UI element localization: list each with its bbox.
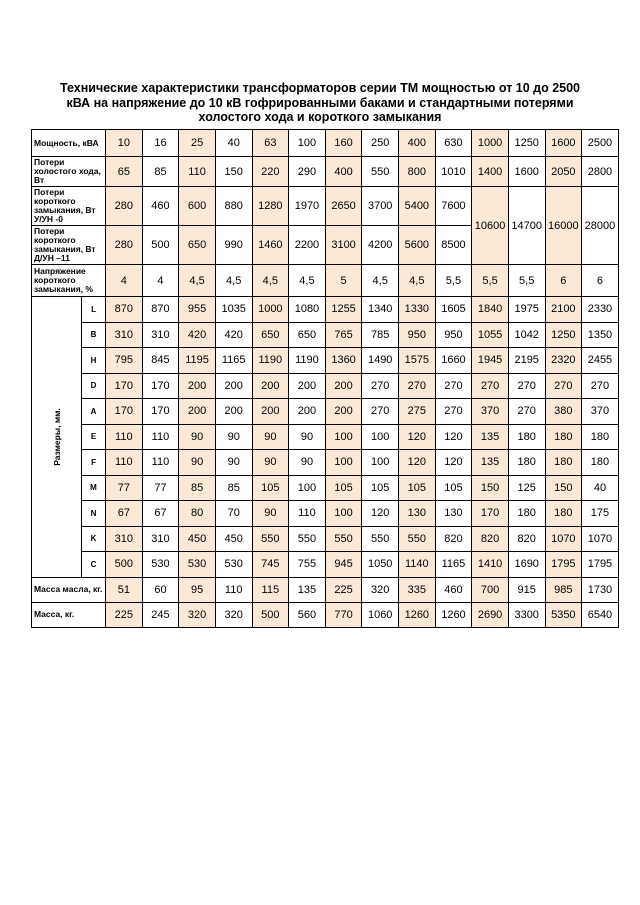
short-circuit-loss-dyn-cell: 8500	[435, 226, 472, 265]
dimension-cell: 2330	[582, 297, 619, 323]
noload-loss-cell: 2800	[582, 157, 619, 187]
dimension-cell: 550	[325, 526, 362, 552]
dimension-cell: 945	[325, 552, 362, 578]
table-row	[32, 602, 619, 627]
dimension-cell: 420	[179, 322, 216, 348]
short-circuit-voltage-cell: 4,5	[215, 265, 252, 297]
short-circuit-loss-shared-cell: 16000	[545, 187, 582, 265]
noload-loss-cell: 85	[142, 157, 179, 187]
dimension-cell: 170	[106, 373, 143, 399]
dimension-cell: 105	[252, 475, 289, 501]
title-line-3: холостого хода и короткого замыкания	[198, 110, 442, 124]
dimension-cell: 110	[142, 424, 179, 450]
noload-loss-cell: 2050	[545, 157, 582, 187]
dimension-cell: 77	[106, 475, 143, 501]
dimension-cell: 1350	[582, 322, 619, 348]
power-cell: 25	[179, 130, 216, 157]
table-row	[32, 187, 619, 226]
short-circuit-voltage-cell: 5,5	[472, 265, 509, 297]
dimension-cell: 270	[508, 399, 545, 425]
dimension-cell: 650	[289, 322, 326, 348]
dimension-cell: 310	[106, 322, 143, 348]
oil-mass-cell: 915	[508, 577, 545, 602]
dimension-cell: 530	[215, 552, 252, 578]
dimension-cell: 100	[362, 450, 399, 476]
dimension-cell: 105	[399, 475, 436, 501]
dimension-key: N	[82, 501, 106, 527]
table-row	[32, 552, 619, 578]
dimension-key: F	[82, 450, 106, 476]
short-circuit-loss-yyn-label: Потери короткого замыкания, Вт У/УН -0	[32, 187, 106, 226]
dimension-cell: 1000	[252, 297, 289, 323]
dimension-cell: 1070	[545, 526, 582, 552]
dimension-cell: 1575	[399, 348, 436, 374]
table-row	[32, 297, 619, 323]
dimension-key: D	[82, 373, 106, 399]
mass-cell: 500	[252, 602, 289, 627]
dimension-cell: 950	[435, 322, 472, 348]
oil-mass-cell: 460	[435, 577, 472, 602]
dimension-cell: 130	[435, 501, 472, 527]
dimension-cell: 270	[472, 373, 509, 399]
dimension-cell: 200	[252, 373, 289, 399]
dimension-cell: 180	[545, 501, 582, 527]
oil-mass-label: Масса масла, кг.	[32, 577, 106, 602]
dimension-cell: 270	[435, 373, 472, 399]
power-label: Мощность, кВА	[32, 130, 106, 157]
document-title	[40, 81, 600, 125]
dimension-cell: 90	[179, 424, 216, 450]
mass-cell: 560	[289, 602, 326, 627]
short-circuit-loss-dyn-cell: 990	[215, 226, 252, 265]
dimension-cell: 67	[106, 501, 143, 527]
short-circuit-voltage-cell: 4,5	[179, 265, 216, 297]
short-circuit-loss-yyn-cell: 880	[215, 187, 252, 226]
short-circuit-voltage-label: Напряжение короткого замыкания, %	[32, 265, 106, 297]
table-row	[32, 373, 619, 399]
dimension-key: B	[82, 322, 106, 348]
dimension-cell: 200	[289, 373, 326, 399]
oil-mass-cell: 225	[325, 577, 362, 602]
mass-cell: 225	[106, 602, 143, 627]
dimension-cell: 200	[215, 399, 252, 425]
dimension-cell: 1055	[472, 322, 509, 348]
dimension-cell: 105	[362, 475, 399, 501]
dimension-cell: 200	[325, 399, 362, 425]
short-circuit-voltage-cell: 6	[582, 265, 619, 297]
dimension-cell: 130	[399, 501, 436, 527]
dimension-cell: 530	[179, 552, 216, 578]
dimension-cell: 180	[508, 424, 545, 450]
dimension-cell: 530	[142, 552, 179, 578]
short-circuit-loss-yyn-cell: 1970	[289, 187, 326, 226]
dimension-cell: 2320	[545, 348, 582, 374]
dimension-cell: 110	[106, 450, 143, 476]
short-circuit-loss-yyn-cell: 3700	[362, 187, 399, 226]
oil-mass-cell: 51	[106, 577, 143, 602]
dimension-cell: 2100	[545, 297, 582, 323]
short-circuit-loss-dyn-cell: 5600	[399, 226, 436, 265]
short-circuit-voltage-cell: 5,5	[508, 265, 545, 297]
dimension-cell: 120	[435, 424, 472, 450]
dimension-cell: 100	[325, 450, 362, 476]
dimension-cell: 85	[179, 475, 216, 501]
dimension-cell: 180	[545, 450, 582, 476]
dimension-cell: 90	[252, 501, 289, 527]
dimension-cell: 1975	[508, 297, 545, 323]
dimension-cell: 120	[399, 450, 436, 476]
dimension-cell: 820	[508, 526, 545, 552]
dimension-cell: 1165	[215, 348, 252, 374]
short-circuit-loss-dyn-cell: 650	[179, 226, 216, 265]
dimension-cell: 125	[508, 475, 545, 501]
short-circuit-loss-yyn-cell: 2650	[325, 187, 362, 226]
dimension-cell: 150	[472, 475, 509, 501]
oil-mass-cell: 700	[472, 577, 509, 602]
dimension-cell: 105	[435, 475, 472, 501]
dimension-cell: 100	[362, 424, 399, 450]
dimension-cell: 550	[289, 526, 326, 552]
dimension-cell: 90	[289, 424, 326, 450]
short-circuit-loss-yyn-cell: 280	[106, 187, 143, 226]
dimension-cell: 1660	[435, 348, 472, 374]
dimension-cell: 1490	[362, 348, 399, 374]
dimensions-label-text: Размеры, мм.	[51, 407, 62, 466]
dimension-cell: 650	[252, 322, 289, 348]
dimension-cell: 1190	[252, 348, 289, 374]
mass-cell: 2690	[472, 602, 509, 627]
dimension-cell: 450	[215, 526, 252, 552]
dimension-cell: 1050	[362, 552, 399, 578]
dimension-cell: 200	[289, 399, 326, 425]
short-circuit-loss-yyn-cell: 7600	[435, 187, 472, 226]
dimension-cell: 765	[325, 322, 362, 348]
dimension-key: H	[82, 348, 106, 374]
oil-mass-cell: 135	[289, 577, 326, 602]
noload-loss-cell: 150	[215, 157, 252, 187]
dimension-cell: 90	[289, 450, 326, 476]
dimension-cell: 845	[142, 348, 179, 374]
dimension-cell: 820	[472, 526, 509, 552]
dimension-cell: 550	[399, 526, 436, 552]
short-circuit-voltage-cell: 4,5	[399, 265, 436, 297]
dimension-cell: 110	[142, 450, 179, 476]
short-circuit-loss-dyn-cell: 3100	[325, 226, 362, 265]
dimension-cell: 200	[325, 373, 362, 399]
dimension-cell: 1840	[472, 297, 509, 323]
short-circuit-voltage-cell: 4,5	[289, 265, 326, 297]
dimension-key: A	[82, 399, 106, 425]
short-circuit-loss-yyn-cell: 460	[142, 187, 179, 226]
title-line-1: Технические характеристики трансформаторов серии ТМ мощностью от 10 до 2500	[59, 81, 581, 95]
dimension-cell: 90	[252, 450, 289, 476]
dimension-cell: 1410	[472, 552, 509, 578]
dimension-cell: 2455	[582, 348, 619, 374]
short-circuit-loss-dyn-cell: 2200	[289, 226, 326, 265]
short-circuit-voltage-cell: 4,5	[252, 265, 289, 297]
power-cell: 630	[435, 130, 472, 157]
dimension-cell: 270	[508, 373, 545, 399]
dimension-cell: 1945	[472, 348, 509, 374]
dimension-cell: 1255	[325, 297, 362, 323]
short-circuit-voltage-cell: 5,5	[435, 265, 472, 297]
oil-mass-cell: 95	[179, 577, 216, 602]
dimension-cell: 1190	[289, 348, 326, 374]
noload-loss-label: Потери холостого хода, Вт	[32, 157, 106, 187]
dimension-cell: 135	[472, 450, 509, 476]
table-row	[32, 424, 619, 450]
dimension-cell: 310	[142, 322, 179, 348]
oil-mass-cell: 985	[545, 577, 582, 602]
dimension-cell: 180	[508, 450, 545, 476]
short-circuit-voltage-cell: 5	[325, 265, 362, 297]
dimension-cell: 380	[545, 399, 582, 425]
short-circuit-loss-yyn-cell: 5400	[399, 187, 436, 226]
power-cell: 250	[362, 130, 399, 157]
dimension-cell: 85	[215, 475, 252, 501]
dimension-cell: 500	[106, 552, 143, 578]
power-cell: 100	[289, 130, 326, 157]
dimension-cell: 120	[399, 424, 436, 450]
dimension-cell: 1605	[435, 297, 472, 323]
power-cell: 1250	[508, 130, 545, 157]
short-circuit-loss-dyn-cell: 280	[106, 226, 143, 265]
dimension-cell: 90	[215, 450, 252, 476]
table-row	[32, 348, 619, 374]
power-cell: 400	[399, 130, 436, 157]
dimension-cell: 180	[582, 450, 619, 476]
power-cell: 160	[325, 130, 362, 157]
short-circuit-loss-yyn-cell: 1280	[252, 187, 289, 226]
dimension-cell: 550	[252, 526, 289, 552]
mass-cell: 1060	[362, 602, 399, 627]
power-cell: 1000	[472, 130, 509, 157]
short-circuit-loss-dyn-cell: 4200	[362, 226, 399, 265]
dimension-cell: 40	[582, 475, 619, 501]
dimension-cell: 90	[215, 424, 252, 450]
dimension-cell: 200	[179, 373, 216, 399]
noload-loss-cell: 1600	[508, 157, 545, 187]
oil-mass-cell: 115	[252, 577, 289, 602]
dimension-cell: 950	[399, 322, 436, 348]
dimension-cell: 1250	[545, 322, 582, 348]
mass-cell: 1260	[399, 602, 436, 627]
table-row	[32, 501, 619, 527]
short-circuit-loss-shared-cell: 14700	[508, 187, 545, 265]
power-cell: 16	[142, 130, 179, 157]
dimension-cell: 955	[179, 297, 216, 323]
dimension-key: K	[82, 526, 106, 552]
noload-loss-cell: 800	[399, 157, 436, 187]
table-row	[32, 399, 619, 425]
short-circuit-loss-dyn-label: Потери короткого замыкания, Вт Д/УН –11	[32, 226, 106, 265]
dimension-cell: 1080	[289, 297, 326, 323]
short-circuit-loss-dyn-cell: 1460	[252, 226, 289, 265]
oil-mass-cell: 60	[142, 577, 179, 602]
table-row	[32, 577, 619, 602]
table-row	[32, 265, 619, 297]
dimension-cell: 150	[545, 475, 582, 501]
dimension-cell: 67	[142, 501, 179, 527]
dimension-cell: 1690	[508, 552, 545, 578]
dimension-cell: 120	[435, 450, 472, 476]
dimension-cell: 2195	[508, 348, 545, 374]
dimension-cell: 820	[435, 526, 472, 552]
dimension-cell: 120	[362, 501, 399, 527]
dimension-cell: 270	[582, 373, 619, 399]
short-circuit-loss-yyn-cell: 600	[179, 187, 216, 226]
mass-cell: 770	[325, 602, 362, 627]
dimension-cell: 105	[325, 475, 362, 501]
table-row	[32, 130, 619, 157]
dimension-cell: 270	[362, 373, 399, 399]
mass-cell: 6540	[582, 602, 619, 627]
dimension-cell: 795	[106, 348, 143, 374]
dimension-cell: 870	[142, 297, 179, 323]
dimension-cell: 745	[252, 552, 289, 578]
dimension-cell: 110	[106, 424, 143, 450]
noload-loss-cell: 290	[289, 157, 326, 187]
dimension-cell: 870	[106, 297, 143, 323]
dimension-cell: 170	[106, 399, 143, 425]
table-row	[32, 526, 619, 552]
mass-cell: 1260	[435, 602, 472, 627]
power-cell: 2500	[582, 130, 619, 157]
dimension-cell: 180	[545, 424, 582, 450]
dimension-cell: 270	[362, 399, 399, 425]
power-cell: 10	[106, 130, 143, 157]
table-row	[32, 157, 619, 187]
dimension-cell: 1195	[179, 348, 216, 374]
dimension-cell: 80	[179, 501, 216, 527]
spec-table	[31, 129, 619, 628]
dimension-cell: 110	[289, 501, 326, 527]
dimension-cell: 1330	[399, 297, 436, 323]
mass-cell: 320	[215, 602, 252, 627]
dimension-cell: 135	[472, 424, 509, 450]
dimension-cell: 450	[179, 526, 216, 552]
dimension-cell: 100	[325, 424, 362, 450]
dimension-key: C	[82, 552, 106, 578]
dimension-cell: 170	[142, 373, 179, 399]
dimension-cell: 270	[545, 373, 582, 399]
mass-cell: 5350	[545, 602, 582, 627]
table-row	[32, 475, 619, 501]
dimension-cell: 200	[179, 399, 216, 425]
dimension-cell: 100	[325, 501, 362, 527]
noload-loss-cell: 1010	[435, 157, 472, 187]
dimension-key: E	[82, 424, 106, 450]
dimension-cell: 1795	[545, 552, 582, 578]
dimension-cell: 90	[179, 450, 216, 476]
dimension-cell: 270	[399, 373, 436, 399]
dimension-cell: 275	[399, 399, 436, 425]
dimension-cell: 1140	[399, 552, 436, 578]
oil-mass-cell: 110	[215, 577, 252, 602]
dimension-cell: 180	[508, 501, 545, 527]
dimension-cell: 170	[142, 399, 179, 425]
noload-loss-cell: 110	[179, 157, 216, 187]
noload-loss-cell: 1400	[472, 157, 509, 187]
dimension-key: L	[82, 297, 106, 323]
power-cell: 1600	[545, 130, 582, 157]
mass-cell: 245	[142, 602, 179, 627]
dimension-cell: 270	[435, 399, 472, 425]
mass-cell: 320	[179, 602, 216, 627]
dimension-cell: 1042	[508, 322, 545, 348]
short-circuit-loss-shared-cell: 10600	[472, 187, 509, 265]
dimension-cell: 785	[362, 322, 399, 348]
dimension-key: M	[82, 475, 106, 501]
mass-cell: 3300	[508, 602, 545, 627]
dimension-cell: 370	[472, 399, 509, 425]
table-row	[32, 450, 619, 476]
noload-loss-cell: 220	[252, 157, 289, 187]
noload-loss-cell: 65	[106, 157, 143, 187]
dimension-cell: 755	[289, 552, 326, 578]
title-line-2: кВА на напряжение до 10 кВ гофрированными баками и стандартными потерями	[66, 95, 574, 110]
dimension-cell: 1340	[362, 297, 399, 323]
dimension-cell: 420	[215, 322, 252, 348]
dimension-cell: 1795	[582, 552, 619, 578]
dimension-cell: 1165	[435, 552, 472, 578]
noload-loss-cell: 400	[325, 157, 362, 187]
dimension-cell: 70	[215, 501, 252, 527]
dimension-cell: 370	[582, 399, 619, 425]
short-circuit-voltage-cell: 4	[106, 265, 143, 297]
dimension-cell: 200	[252, 399, 289, 425]
short-circuit-voltage-cell: 4	[142, 265, 179, 297]
mass-label: Масса, кг.	[32, 602, 106, 627]
oil-mass-cell: 320	[362, 577, 399, 602]
short-circuit-voltage-cell: 4,5	[362, 265, 399, 297]
dimension-cell: 550	[362, 526, 399, 552]
short-circuit-loss-dyn-cell: 500	[142, 226, 179, 265]
short-circuit-loss-shared-cell: 28000	[582, 187, 619, 265]
noload-loss-cell: 550	[362, 157, 399, 187]
dimension-cell: 100	[289, 475, 326, 501]
power-cell: 40	[215, 130, 252, 157]
dimensions-group-label	[32, 297, 82, 578]
dimension-cell: 1360	[325, 348, 362, 374]
power-cell: 63	[252, 130, 289, 157]
dimension-cell: 1035	[215, 297, 252, 323]
dimension-cell: 1070	[582, 526, 619, 552]
oil-mass-cell: 335	[399, 577, 436, 602]
oil-mass-cell: 1730	[582, 577, 619, 602]
dimension-cell: 175	[582, 501, 619, 527]
dimension-cell: 310	[106, 526, 143, 552]
dimension-cell: 77	[142, 475, 179, 501]
dimension-cell: 170	[472, 501, 509, 527]
short-circuit-voltage-cell: 6	[545, 265, 582, 297]
table-row	[32, 322, 619, 348]
dimension-cell: 200	[215, 373, 252, 399]
dimension-cell: 90	[252, 424, 289, 450]
dimension-cell: 310	[142, 526, 179, 552]
dimension-cell: 180	[582, 424, 619, 450]
